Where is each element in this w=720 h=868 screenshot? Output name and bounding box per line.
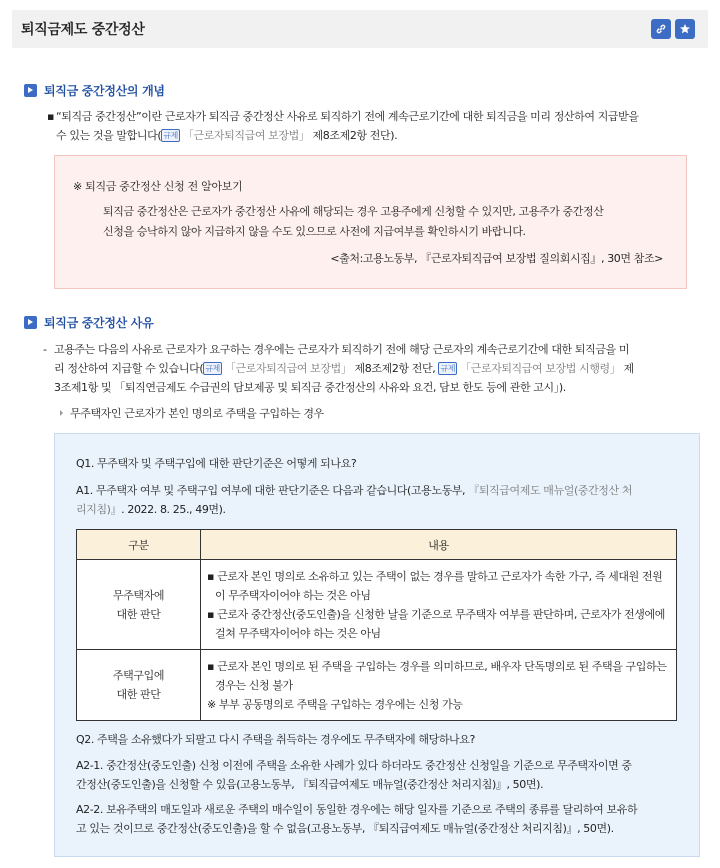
concept-paragraph: ▪ “퇴직금 중간정산”이란 근로자가 퇴직금 중간정산 사유로 퇴직하기 전에 계속근로기간에 대한 퇴직금을 미리 정산하여 지급받을 수 있는 것을 말합니다( 규제 「근로자퇴직급여 보장법」 제8조제2항 전단). bbox=[47, 110, 639, 142]
page-title: 퇴직금제도 중간정산 bbox=[21, 22, 145, 38]
table-row bbox=[77, 560, 677, 650]
table-cell: ▪ 근로자 본인 명의로 소유하고 있는 주택이 없는 경우를 말하고 근로자가 속한 가구, 즉 세대원 전원이 무주택자이어야 하는 것은 아님 ▪ 근로자 중간정산(중도인출)을 신청한 날을 기준으로 무주택자 여부를 판단하며, 근로자가 전생에에 걸쳐 무주택자이어야 하는 것은 아님 bbox=[201, 560, 677, 650]
notice-body: 퇴직금 중간정산은 근로자가 중간정산 사유에 해당되는 경우 고용주에게 신청할 수 있지만, 고용주가 중간정산 신청을 승낙하지 않아 지급하지 않을 수도 있으므로 사전에 지급여부를 확인하시기 바랍니다. bbox=[103, 205, 604, 238]
section-heading-concept bbox=[24, 82, 165, 99]
reasons-paragraph: - 고용주는 다음의 사유로 근로자가 요구하는 경우에는 근로자가 퇴직하기 전에 해당 근로자의 계속근로기간에 대한 퇴직금을 미 리 정산하여 지급할 수 있습니다( 규제 「근로자퇴직급여 보장법」 제8조제2항 전단, 규제 「근로자퇴직급여 보장법 시행령」 제 3조제1항 및 「퇴직연금제도 수급권의 담보제공 및 퇴직금 중간정산의 사유와 요건, 담보 한도 등에 관한 고시」). bbox=[43, 343, 634, 394]
title-bar bbox=[12, 10, 708, 48]
regulation-badge[interactable]: 규제 bbox=[163, 131, 178, 140]
regulation-badge[interactable]: 규제 bbox=[205, 364, 220, 373]
regulation-badge[interactable]: 규제 bbox=[440, 364, 456, 373]
table-row-label: 무주택자에 대한 판단 bbox=[77, 560, 201, 650]
law-link[interactable]: 「근로자퇴직급여 보장법」 bbox=[182, 129, 310, 142]
table-header: 내용 bbox=[201, 530, 677, 560]
section-title: 퇴직금 중간정산 사유 bbox=[44, 316, 154, 330]
sub-item: 무주택자인 근로자가 본인 명의로 주택을 구입하는 경우 bbox=[60, 405, 324, 421]
table-row-label: 주택구입에 대한 판단 bbox=[77, 650, 201, 721]
notice-title: ※ 퇴직금 중간정산 신청 전 알아보기 bbox=[73, 180, 243, 193]
share-link-button[interactable] bbox=[651, 19, 671, 39]
section-heading-reasons bbox=[24, 314, 153, 331]
answer-2-2: A2-2. 보유주택의 매도일과 새로운 주택의 매수일이 동일한 경우에는 해당 일자를 기준으로 주택의 종류를 달리하여 보유하 고 있는 것이므로 중간정산(중도인출)을 할 수 없음(고용노동부, 『퇴직급여제도 매뉴얼(중간정산 처리지침)』, 50면). bbox=[76, 803, 638, 835]
table-header: 구분 bbox=[77, 530, 201, 560]
criteria-table bbox=[76, 529, 677, 721]
law-link[interactable]: 「근로자퇴직급여 보장법」 bbox=[224, 362, 352, 375]
star-icon bbox=[679, 23, 691, 35]
bookmark-button[interactable] bbox=[675, 19, 695, 39]
section-title: 퇴직금 중간정산의 개념 bbox=[44, 84, 165, 98]
table-row bbox=[77, 650, 677, 721]
section-marker-icon bbox=[24, 84, 37, 97]
section-marker-icon bbox=[24, 316, 37, 329]
link-icon bbox=[655, 23, 667, 35]
qa-box bbox=[54, 433, 700, 857]
notice-box bbox=[54, 155, 687, 289]
question-1: Q1. 무주택자 및 주택구입에 대한 판단기준은 어떻게 되나요? bbox=[76, 457, 357, 470]
notice-source: <출처:고용노동부, 『근로자퇴직급여 보장법 질의회시집』, 30면 참조> bbox=[330, 252, 663, 265]
law-link[interactable]: 「퇴직연금제도 수급권의 담보제공 및 퇴직금 중간정산의 사유와 요건, 담보 한도 등에 관한 고시」 bbox=[114, 381, 559, 394]
table-cell: ▪ 근로자 본인 명의로 된 주택을 구입하는 경우를 의미하므로, 배우자 단독명의로 된 주택을 구입하는 경우는 신청 불가 ※ 부부 공동명의로 주택을 구입하는 경우에는 신청 가능 bbox=[201, 650, 677, 721]
answer-2-1: A2-1. 중간정산(중도인출) 신청 이전에 주택을 소유한 사례가 있다 하더라도 중간정산 신청일을 기준으로 무주택자이면 중 간정산(중도인출)을 신청할 수 있음(고용노동부, 『퇴직급여제도 매뉴얼(중간정산 처리지침)』, 50면). bbox=[76, 759, 632, 791]
table-header-row bbox=[77, 530, 677, 560]
answer-1: A1. 무주택자 여부 및 주택구입 여부에 대한 판단기준은 다음과 같습니다(고용노동부, 『퇴직급여제도 매뉴얼(중간정산 처 리지침)』. 2022. 8. 25., 49면). bbox=[76, 484, 633, 516]
law-link[interactable]: 「근로자퇴직급여 보장법 시행령」 bbox=[460, 362, 621, 375]
sub-item-arrow-icon bbox=[60, 410, 63, 416]
question-2: Q2. 주택을 소유했다가 되팔고 다시 주택을 취득하는 경우에도 무주택자에 해당하나요? bbox=[76, 733, 475, 746]
